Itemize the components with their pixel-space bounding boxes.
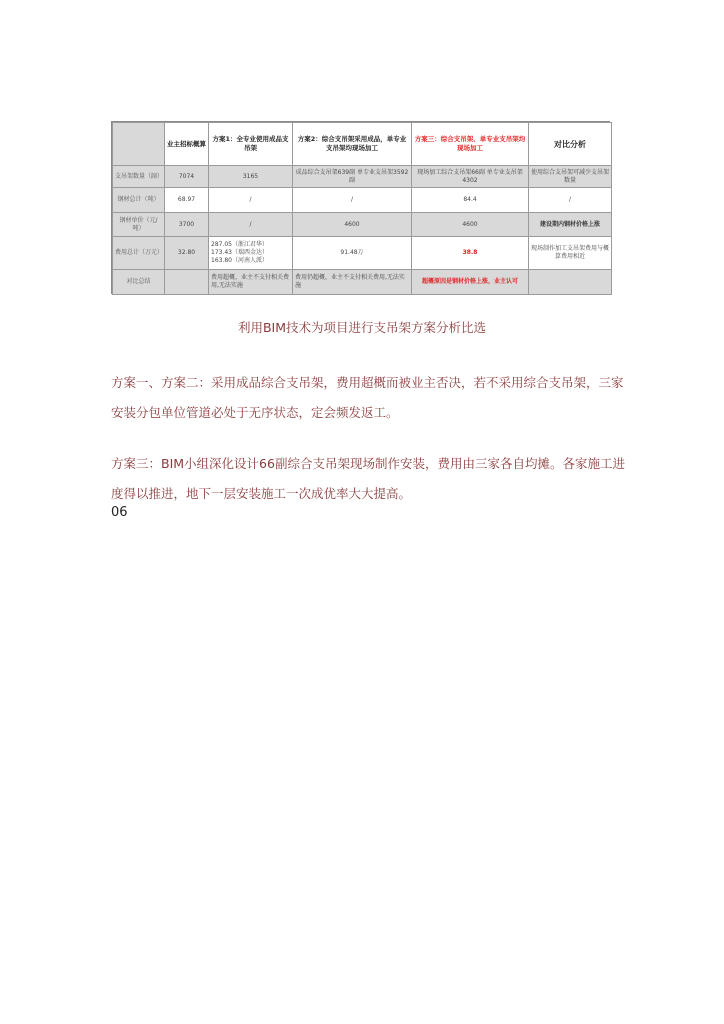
table-cell: / xyxy=(209,213,293,237)
table-cell: 3700 xyxy=(165,213,209,237)
table-cell: 成品综合支吊架639副 单专业支吊架3592副 xyxy=(293,166,412,188)
table-cell: 68.97 xyxy=(165,188,209,213)
table-row xyxy=(113,166,612,188)
table-header-row xyxy=(113,123,612,166)
page-number: 06 xyxy=(111,505,128,520)
comparison-table xyxy=(112,122,612,295)
header-plan1: 方案1：全专业使用成品支吊架 xyxy=(209,123,293,166)
table-row xyxy=(113,188,612,213)
table-cell: 建设期内钢材价格上涨 xyxy=(529,213,612,237)
table-cell: / xyxy=(529,188,612,213)
table-cell: 现场制作加工支吊架费用与概算费用相近 xyxy=(529,237,612,270)
header-analysis: 对比分析 xyxy=(529,123,612,166)
table-cell: 3165 xyxy=(209,166,293,188)
table-row xyxy=(113,213,612,237)
table-cell: 7074 xyxy=(165,166,209,188)
row-label: 支吊架数量（副） xyxy=(113,166,165,188)
table-cell xyxy=(165,270,209,295)
row-label: 费用总计（万元） xyxy=(113,237,165,270)
table-cell: / xyxy=(209,188,293,213)
header-budget: 业主招标概算 xyxy=(165,123,209,166)
table-cell: 287.05（浙江君华） 173.43（瑞西金达） 163.80（河南人派） xyxy=(209,237,293,270)
table-cell: 费用超概，业主不支付相关费用,无法实施 xyxy=(209,270,293,295)
row-label: 钢材总计（吨） xyxy=(113,188,165,213)
header-corner xyxy=(113,123,165,166)
paragraph-plan-1-2: 方案一、方案二：采用成品综合支吊架，费用超概而被业主否决，若不采用综合支吊架，三家安装分包单位管道必处于无序状态，定会频发返工。 xyxy=(111,375,624,420)
table-row xyxy=(113,237,612,270)
header-plan2: 方案2：综合支吊架采用成品，单专业支吊架均现场加工 xyxy=(293,123,412,166)
table-cell: 91.48万 xyxy=(293,237,412,270)
row-label: 对比总结 xyxy=(113,270,165,295)
table-cell: 32.80 xyxy=(165,237,209,270)
header-plan3: 方案三：综合支吊架、单专业支吊架均现场加工 xyxy=(412,123,529,166)
row-label: 钢材单价（元/吨） xyxy=(113,213,165,237)
table-cell: 4600 xyxy=(412,213,529,237)
paragraph-plan-3: 方案三：BIM小组深化设计66副综合支吊架现场制作安装，费用由三家各自均摊。各家施工进度得以推进，地下一层安装施工一次成优率大大提高。 xyxy=(111,456,625,501)
table-cell: 38.8 xyxy=(412,237,529,270)
table-cell: 84.4 xyxy=(412,188,529,213)
table-cell: / xyxy=(293,188,412,213)
table-cell: 超概原因是钢材价格上涨，业主认可 xyxy=(412,270,529,295)
table-cell xyxy=(529,270,612,295)
table-row xyxy=(113,270,612,295)
table-cell: 4600 xyxy=(293,213,412,237)
table-cell: 现场加工综合支吊架66副 单专业支吊架4302 xyxy=(412,166,529,188)
comparison-table-image xyxy=(111,121,610,294)
table-caption: 利用BIM技术为项目进行支吊架方案分析比选 xyxy=(237,320,487,335)
table-cell: 费用仍超概，业主不支付相关费用,无法实施 xyxy=(293,270,412,295)
table-cell: 使用综合支吊架可减少支吊架数量 xyxy=(529,166,612,188)
